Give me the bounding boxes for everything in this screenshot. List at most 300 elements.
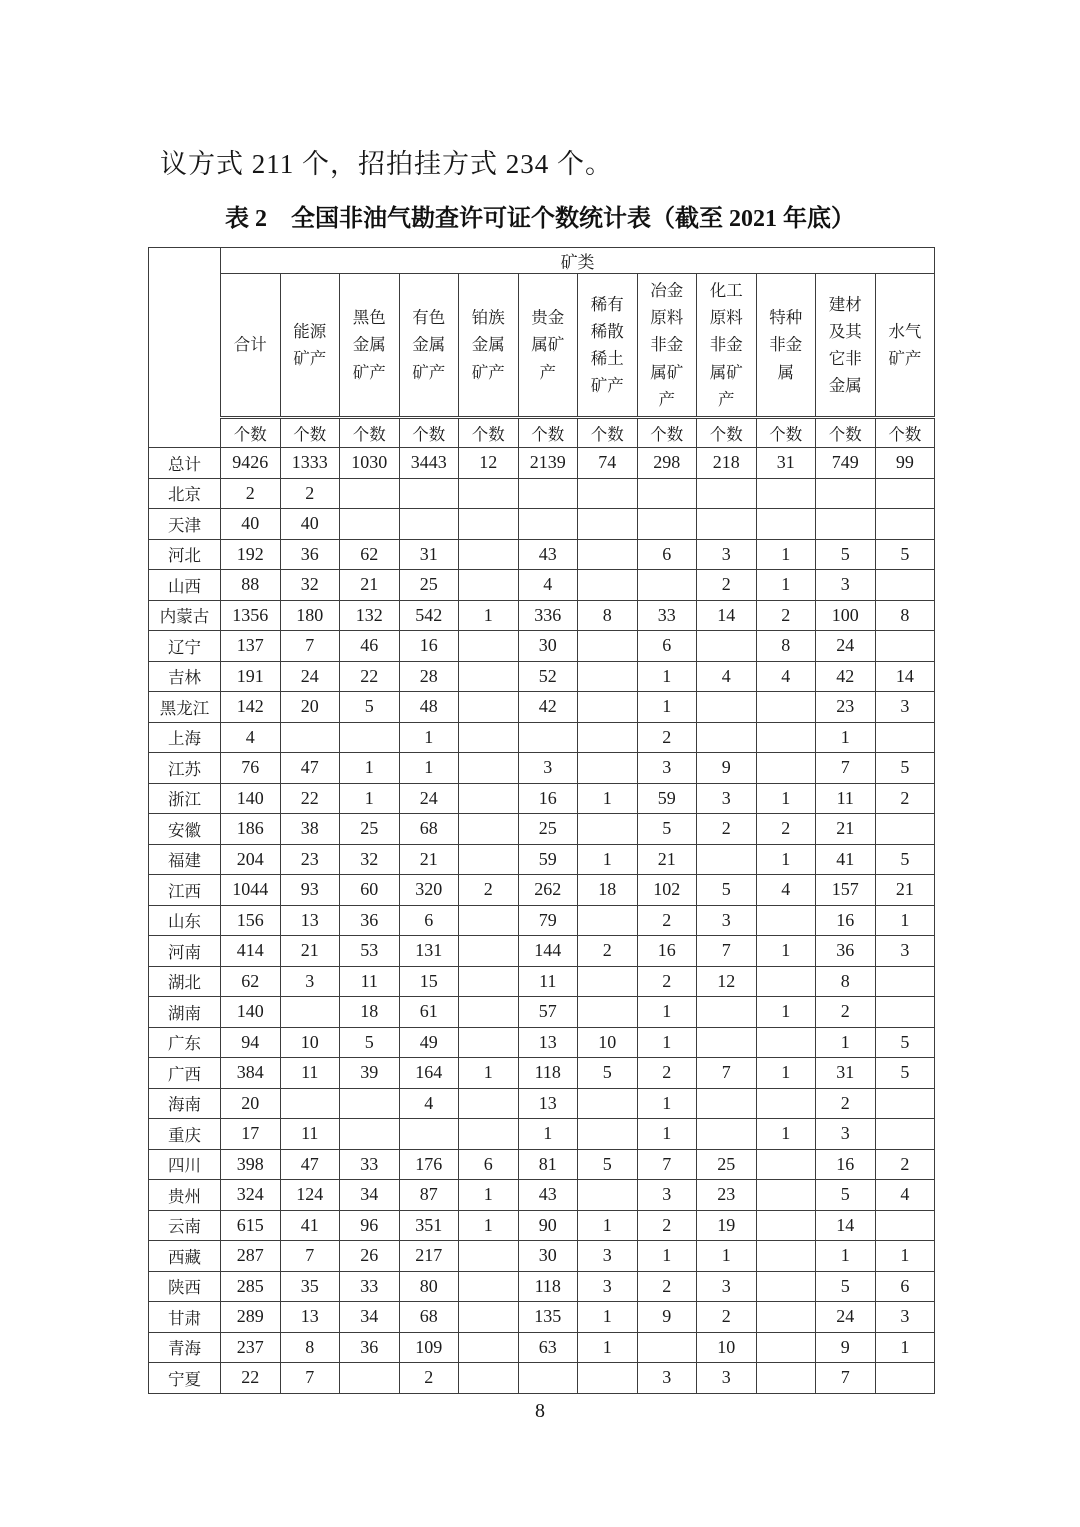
value-cell bbox=[875, 570, 935, 601]
value-cell bbox=[459, 570, 519, 601]
value-cell: 2 bbox=[637, 1210, 697, 1241]
value-cell: 1 bbox=[459, 1180, 519, 1211]
value-cell: 14 bbox=[875, 661, 935, 692]
table-row bbox=[149, 1088, 935, 1119]
value-cell: 49 bbox=[399, 1027, 459, 1058]
value-cell bbox=[697, 631, 757, 662]
value-cell: 324 bbox=[221, 1180, 281, 1211]
table-row bbox=[149, 905, 935, 936]
value-cell: 2 bbox=[459, 875, 519, 906]
value-cell bbox=[875, 1210, 935, 1241]
value-cell: 16 bbox=[816, 905, 876, 936]
value-cell bbox=[875, 814, 935, 845]
value-cell bbox=[280, 997, 340, 1028]
value-cell bbox=[697, 997, 757, 1028]
table-row bbox=[149, 692, 935, 723]
value-cell: 3 bbox=[637, 1180, 697, 1211]
value-cell: 2 bbox=[816, 997, 876, 1028]
value-cell: 1 bbox=[637, 997, 697, 1028]
table-row bbox=[149, 1302, 935, 1333]
value-cell: 1 bbox=[459, 600, 519, 631]
value-cell bbox=[756, 1332, 816, 1363]
value-cell: 36 bbox=[816, 936, 876, 967]
value-cell: 18 bbox=[578, 875, 638, 906]
value-cell: 13 bbox=[280, 905, 340, 936]
table-row bbox=[149, 631, 935, 662]
column-header: 黑色金属矿产 bbox=[340, 274, 400, 418]
value-cell: 62 bbox=[340, 539, 400, 570]
value-cell bbox=[697, 478, 757, 509]
value-cell: 542 bbox=[399, 600, 459, 631]
value-cell: 16 bbox=[518, 783, 578, 814]
row-label: 云南 bbox=[149, 1210, 221, 1241]
value-cell bbox=[459, 1088, 519, 1119]
value-cell bbox=[756, 1210, 816, 1241]
value-cell: 48 bbox=[399, 692, 459, 723]
value-cell: 118 bbox=[518, 1058, 578, 1089]
value-cell bbox=[280, 1088, 340, 1119]
value-cell: 39 bbox=[340, 1058, 400, 1089]
value-cell: 1 bbox=[756, 1058, 816, 1089]
table-row bbox=[149, 753, 935, 784]
table-row bbox=[149, 1332, 935, 1363]
value-cell: 21 bbox=[816, 814, 876, 845]
column-header: 合计 bbox=[221, 274, 281, 418]
value-cell: 192 bbox=[221, 539, 281, 570]
value-cell: 52 bbox=[518, 661, 578, 692]
value-cell: 2 bbox=[697, 1302, 757, 1333]
row-label: 贵州 bbox=[149, 1180, 221, 1211]
column-header: 铂族金属矿产 bbox=[459, 274, 519, 418]
row-label: 广东 bbox=[149, 1027, 221, 1058]
value-cell: 24 bbox=[816, 1302, 876, 1333]
value-cell bbox=[756, 1180, 816, 1211]
value-cell: 118 bbox=[518, 1271, 578, 1302]
value-cell: 8 bbox=[280, 1332, 340, 1363]
table-row bbox=[149, 875, 935, 906]
value-cell bbox=[459, 966, 519, 997]
column-names-row bbox=[149, 274, 935, 418]
value-cell: 21 bbox=[280, 936, 340, 967]
value-cell: 21 bbox=[875, 875, 935, 906]
value-cell: 93 bbox=[280, 875, 340, 906]
value-cell: 16 bbox=[816, 1149, 876, 1180]
table-row bbox=[149, 448, 935, 479]
value-cell: 80 bbox=[399, 1271, 459, 1302]
unit-header: 个数 bbox=[280, 418, 340, 448]
unit-header: 个数 bbox=[340, 418, 400, 448]
value-cell bbox=[459, 1363, 519, 1394]
value-cell: 237 bbox=[221, 1332, 281, 1363]
row-label: 天津 bbox=[149, 509, 221, 540]
value-cell: 351 bbox=[399, 1210, 459, 1241]
value-cell: 10 bbox=[578, 1027, 638, 1058]
value-cell bbox=[399, 478, 459, 509]
value-cell: 96 bbox=[340, 1210, 400, 1241]
value-cell: 43 bbox=[518, 1180, 578, 1211]
value-cell: 749 bbox=[816, 448, 876, 479]
value-cell bbox=[697, 1088, 757, 1119]
row-label: 重庆 bbox=[149, 1119, 221, 1150]
column-header: 有色金属矿产 bbox=[399, 274, 459, 418]
value-cell: 1 bbox=[637, 692, 697, 723]
value-cell: 218 bbox=[697, 448, 757, 479]
value-cell: 16 bbox=[399, 631, 459, 662]
value-cell: 2 bbox=[221, 478, 281, 509]
row-label: 北京 bbox=[149, 478, 221, 509]
value-cell: 2 bbox=[637, 1058, 697, 1089]
value-cell: 320 bbox=[399, 875, 459, 906]
value-cell bbox=[459, 1271, 519, 1302]
value-cell bbox=[756, 753, 816, 784]
value-cell: 5 bbox=[578, 1058, 638, 1089]
value-cell: 109 bbox=[399, 1332, 459, 1363]
table-row bbox=[149, 600, 935, 631]
value-cell: 6 bbox=[399, 905, 459, 936]
value-cell bbox=[697, 509, 757, 540]
value-cell bbox=[459, 814, 519, 845]
value-cell: 2 bbox=[697, 814, 757, 845]
value-cell: 2 bbox=[578, 936, 638, 967]
value-cell: 13 bbox=[280, 1302, 340, 1333]
value-cell: 13 bbox=[518, 1027, 578, 1058]
value-cell: 7 bbox=[697, 936, 757, 967]
unit-row bbox=[149, 418, 935, 448]
value-cell: 43 bbox=[518, 539, 578, 570]
value-cell: 7 bbox=[280, 631, 340, 662]
value-cell bbox=[459, 844, 519, 875]
value-cell: 94 bbox=[221, 1027, 281, 1058]
value-cell: 336 bbox=[518, 600, 578, 631]
value-cell: 23 bbox=[816, 692, 876, 723]
value-cell: 2 bbox=[875, 1149, 935, 1180]
value-cell bbox=[578, 631, 638, 662]
value-cell: 7 bbox=[697, 1058, 757, 1089]
unit-header: 个数 bbox=[875, 418, 935, 448]
value-cell bbox=[459, 631, 519, 662]
value-cell bbox=[697, 844, 757, 875]
value-cell bbox=[280, 722, 340, 753]
value-cell bbox=[518, 1363, 578, 1394]
value-cell: 47 bbox=[280, 753, 340, 784]
value-cell: 59 bbox=[518, 844, 578, 875]
value-cell: 42 bbox=[816, 661, 876, 692]
value-cell: 2 bbox=[637, 966, 697, 997]
value-cell bbox=[459, 1332, 519, 1363]
value-cell bbox=[518, 509, 578, 540]
row-label: 西藏 bbox=[149, 1241, 221, 1272]
value-cell bbox=[578, 722, 638, 753]
table-row bbox=[149, 478, 935, 509]
row-label: 总计 bbox=[149, 448, 221, 479]
value-cell: 41 bbox=[280, 1210, 340, 1241]
value-cell: 5 bbox=[875, 844, 935, 875]
value-cell: 81 bbox=[518, 1149, 578, 1180]
value-cell: 8 bbox=[756, 631, 816, 662]
row-label: 内蒙古 bbox=[149, 600, 221, 631]
value-cell: 1030 bbox=[340, 448, 400, 479]
row-label: 河北 bbox=[149, 539, 221, 570]
value-cell: 17 bbox=[221, 1119, 281, 1150]
value-cell: 1 bbox=[875, 1332, 935, 1363]
value-cell bbox=[340, 478, 400, 509]
row-label: 湖北 bbox=[149, 966, 221, 997]
table-row bbox=[149, 1241, 935, 1272]
value-cell: 3443 bbox=[399, 448, 459, 479]
value-cell: 88 bbox=[221, 570, 281, 601]
value-cell: 1 bbox=[875, 1241, 935, 1272]
value-cell bbox=[459, 936, 519, 967]
value-cell bbox=[340, 1119, 400, 1150]
value-cell bbox=[578, 692, 638, 723]
table-row bbox=[149, 509, 935, 540]
value-cell bbox=[875, 631, 935, 662]
value-cell: 1 bbox=[637, 1119, 697, 1150]
value-cell: 68 bbox=[399, 814, 459, 845]
value-cell: 74 bbox=[578, 448, 638, 479]
value-cell: 4 bbox=[221, 722, 281, 753]
value-cell bbox=[459, 509, 519, 540]
value-cell: 615 bbox=[221, 1210, 281, 1241]
value-cell: 6 bbox=[637, 539, 697, 570]
row-label: 广西 bbox=[149, 1058, 221, 1089]
value-cell: 142 bbox=[221, 692, 281, 723]
value-cell bbox=[578, 753, 638, 784]
value-cell bbox=[459, 1241, 519, 1272]
row-label: 安徽 bbox=[149, 814, 221, 845]
value-cell bbox=[756, 1271, 816, 1302]
value-cell: 35 bbox=[280, 1271, 340, 1302]
table-row bbox=[149, 539, 935, 570]
value-cell: 124 bbox=[280, 1180, 340, 1211]
value-cell: 23 bbox=[697, 1180, 757, 1211]
value-cell: 204 bbox=[221, 844, 281, 875]
value-cell: 11 bbox=[280, 1058, 340, 1089]
value-cell: 3 bbox=[578, 1271, 638, 1302]
value-cell: 2 bbox=[756, 814, 816, 845]
value-cell bbox=[578, 570, 638, 601]
row-label: 江西 bbox=[149, 875, 221, 906]
value-cell: 9426 bbox=[221, 448, 281, 479]
value-cell: 5 bbox=[816, 539, 876, 570]
value-cell: 5 bbox=[340, 692, 400, 723]
value-cell: 4 bbox=[697, 661, 757, 692]
unit-header: 个数 bbox=[697, 418, 757, 448]
value-cell: 1 bbox=[637, 1088, 697, 1119]
value-cell: 2 bbox=[875, 783, 935, 814]
value-cell: 6 bbox=[459, 1149, 519, 1180]
value-cell: 33 bbox=[340, 1149, 400, 1180]
value-cell: 7 bbox=[637, 1149, 697, 1180]
value-cell: 24 bbox=[816, 631, 876, 662]
value-cell: 144 bbox=[518, 936, 578, 967]
value-cell: 21 bbox=[637, 844, 697, 875]
value-cell: 14 bbox=[816, 1210, 876, 1241]
table-row bbox=[149, 997, 935, 1028]
unit-header: 个数 bbox=[578, 418, 638, 448]
value-cell: 1 bbox=[756, 997, 816, 1028]
value-cell bbox=[756, 1149, 816, 1180]
value-cell: 36 bbox=[340, 1332, 400, 1363]
value-cell: 3 bbox=[280, 966, 340, 997]
value-cell bbox=[518, 478, 578, 509]
column-header: 特种非金属 bbox=[756, 274, 816, 418]
row-label: 青海 bbox=[149, 1332, 221, 1363]
value-cell: 11 bbox=[518, 966, 578, 997]
value-cell bbox=[459, 1027, 519, 1058]
value-cell: 13 bbox=[518, 1088, 578, 1119]
value-cell bbox=[340, 509, 400, 540]
value-cell: 41 bbox=[816, 844, 876, 875]
value-cell bbox=[399, 1119, 459, 1150]
value-cell: 1 bbox=[756, 844, 816, 875]
row-label: 湖南 bbox=[149, 997, 221, 1028]
value-cell bbox=[578, 997, 638, 1028]
table-row bbox=[149, 1149, 935, 1180]
value-cell: 4 bbox=[399, 1088, 459, 1119]
value-cell: 3 bbox=[816, 1119, 876, 1150]
value-cell: 1 bbox=[459, 1058, 519, 1089]
value-cell: 6 bbox=[637, 631, 697, 662]
value-cell bbox=[578, 539, 638, 570]
value-cell bbox=[578, 661, 638, 692]
value-cell: 289 bbox=[221, 1302, 281, 1333]
row-label: 上海 bbox=[149, 722, 221, 753]
value-cell bbox=[756, 1027, 816, 1058]
value-cell: 14 bbox=[697, 600, 757, 631]
value-cell: 1 bbox=[518, 1119, 578, 1150]
value-cell bbox=[875, 509, 935, 540]
value-cell: 1 bbox=[578, 1210, 638, 1241]
value-cell: 5 bbox=[637, 814, 697, 845]
value-cell bbox=[697, 1027, 757, 1058]
value-cell: 132 bbox=[340, 600, 400, 631]
value-cell: 22 bbox=[340, 661, 400, 692]
value-cell: 11 bbox=[816, 783, 876, 814]
value-cell: 38 bbox=[280, 814, 340, 845]
value-cell bbox=[875, 1088, 935, 1119]
value-cell: 3 bbox=[697, 539, 757, 570]
value-cell bbox=[756, 905, 816, 936]
value-cell: 33 bbox=[637, 600, 697, 631]
value-cell: 1 bbox=[816, 1241, 876, 1272]
value-cell bbox=[459, 692, 519, 723]
value-cell: 68 bbox=[399, 1302, 459, 1333]
row-label: 吉林 bbox=[149, 661, 221, 692]
table-row bbox=[149, 570, 935, 601]
value-cell: 285 bbox=[221, 1271, 281, 1302]
value-cell: 46 bbox=[340, 631, 400, 662]
value-cell: 10 bbox=[697, 1332, 757, 1363]
value-cell: 8 bbox=[875, 600, 935, 631]
value-cell: 10 bbox=[280, 1027, 340, 1058]
column-header: 冶金原料非金属矿产 bbox=[637, 274, 697, 418]
value-cell: 1 bbox=[399, 753, 459, 784]
value-cell bbox=[340, 1088, 400, 1119]
value-cell bbox=[756, 966, 816, 997]
value-cell: 262 bbox=[518, 875, 578, 906]
value-cell: 60 bbox=[340, 875, 400, 906]
value-cell: 3 bbox=[578, 1241, 638, 1272]
table-row bbox=[149, 1180, 935, 1211]
table-row bbox=[149, 783, 935, 814]
value-cell: 57 bbox=[518, 997, 578, 1028]
value-cell: 1 bbox=[578, 1302, 638, 1333]
value-cell: 63 bbox=[518, 1332, 578, 1363]
value-cell: 1 bbox=[340, 783, 400, 814]
value-cell: 47 bbox=[280, 1149, 340, 1180]
value-cell bbox=[756, 722, 816, 753]
value-cell: 22 bbox=[221, 1363, 281, 1394]
value-cell: 1356 bbox=[221, 600, 281, 631]
group-header-row bbox=[149, 248, 935, 274]
value-cell bbox=[459, 539, 519, 570]
value-cell: 5 bbox=[875, 1058, 935, 1089]
row-label: 海南 bbox=[149, 1088, 221, 1119]
value-cell bbox=[637, 478, 697, 509]
value-cell bbox=[816, 478, 876, 509]
group-header-mineral-class: 矿类 bbox=[221, 248, 935, 274]
value-cell bbox=[459, 1119, 519, 1150]
value-cell: 1 bbox=[637, 1027, 697, 1058]
value-cell: 2 bbox=[399, 1363, 459, 1394]
value-cell: 4 bbox=[756, 661, 816, 692]
value-cell bbox=[756, 1088, 816, 1119]
value-cell: 32 bbox=[340, 844, 400, 875]
value-cell: 3 bbox=[875, 692, 935, 723]
value-cell: 102 bbox=[637, 875, 697, 906]
table-row bbox=[149, 814, 935, 845]
value-cell: 5 bbox=[875, 1027, 935, 1058]
value-cell: 3 bbox=[697, 905, 757, 936]
value-cell: 26 bbox=[340, 1241, 400, 1272]
value-cell bbox=[637, 509, 697, 540]
value-cell: 140 bbox=[221, 783, 281, 814]
value-cell: 12 bbox=[459, 448, 519, 479]
value-cell: 4 bbox=[756, 875, 816, 906]
value-cell: 30 bbox=[518, 631, 578, 662]
value-cell: 2 bbox=[816, 1088, 876, 1119]
value-cell: 3 bbox=[637, 753, 697, 784]
value-cell: 1 bbox=[340, 753, 400, 784]
value-cell bbox=[578, 814, 638, 845]
value-cell bbox=[459, 661, 519, 692]
value-cell: 6 bbox=[875, 1271, 935, 1302]
row-label: 河南 bbox=[149, 936, 221, 967]
value-cell: 180 bbox=[280, 600, 340, 631]
value-cell: 23 bbox=[280, 844, 340, 875]
value-cell: 5 bbox=[875, 539, 935, 570]
value-cell: 25 bbox=[697, 1149, 757, 1180]
value-cell: 7 bbox=[816, 1363, 876, 1394]
value-cell: 31 bbox=[816, 1058, 876, 1089]
value-cell: 4 bbox=[875, 1180, 935, 1211]
value-cell bbox=[578, 1363, 638, 1394]
value-cell bbox=[875, 997, 935, 1028]
value-cell: 8 bbox=[578, 600, 638, 631]
value-cell: 62 bbox=[221, 966, 281, 997]
value-cell: 36 bbox=[280, 539, 340, 570]
value-cell bbox=[875, 722, 935, 753]
value-cell: 3 bbox=[518, 753, 578, 784]
intro-paragraph: 议方式 211 个，招拍挂方式 234 个。 bbox=[160, 149, 613, 179]
value-cell: 157 bbox=[816, 875, 876, 906]
value-cell: 1 bbox=[578, 1332, 638, 1363]
value-cell: 9 bbox=[816, 1332, 876, 1363]
value-cell bbox=[459, 997, 519, 1028]
value-cell: 18 bbox=[340, 997, 400, 1028]
value-cell: 3 bbox=[816, 570, 876, 601]
